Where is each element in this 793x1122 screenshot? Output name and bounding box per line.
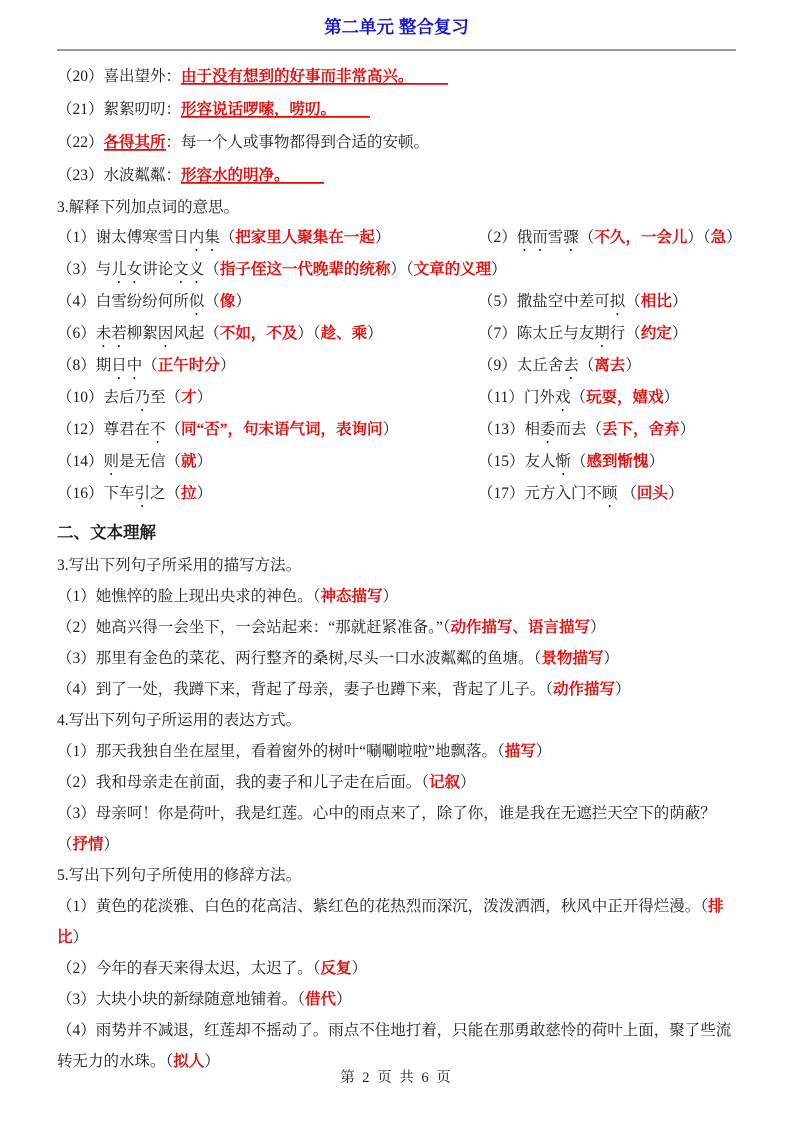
text-run: 行（ — [609, 325, 641, 342]
text-run: 至（ — [150, 389, 182, 406]
explain-item — [478, 383, 736, 415]
text-run: ） — [671, 325, 688, 342]
question-item — [57, 736, 736, 767]
text-run: （6） — [57, 325, 96, 342]
answer-text: 约定 — [640, 325, 672, 342]
dotted-term: 骤 — [563, 229, 579, 246]
text-run: （2） — [478, 229, 517, 246]
text-run: ） — [382, 421, 399, 438]
explain-item — [478, 415, 736, 447]
header-divider — [57, 49, 736, 51]
vocab-item — [57, 93, 736, 126]
text-run: （3）那里有金色的菜花、两行整齐的桑树,尽头一口水波粼粼的鱼塘。（ — [57, 650, 542, 667]
text-run: ） — [367, 325, 383, 342]
dotted-term: 顾 — [602, 485, 618, 502]
dotted-words-list — [57, 223, 742, 511]
text-run: （2）今年的春天来得太迟，太迟了。（ — [57, 960, 321, 977]
text-run: 而去（ — [555, 421, 603, 438]
answer-text: 离去 — [594, 357, 626, 374]
question-block — [57, 550, 736, 705]
text-run: ） — [590, 619, 606, 636]
question-item — [57, 891, 736, 953]
text-run: ） — [196, 485, 213, 502]
text-run: 是无信（ — [119, 453, 182, 470]
text-run: （22） — [57, 134, 104, 151]
text-run: （ — [570, 389, 586, 406]
dotted-term: 去 — [563, 357, 579, 374]
question-title: 5.写出下列句子所使用的修辞方法。 — [57, 867, 302, 884]
text-run: ）（ — [687, 229, 711, 246]
text-run: ） — [235, 293, 251, 310]
text-run: （7）陈太丘与友 — [478, 325, 595, 342]
answer-text: 抒情 — [72, 836, 104, 853]
dotted-term: 引 — [134, 485, 151, 502]
text-run: （1）黄色的花淡雅、白色的花高洁、紫红色的花热烈而深沉，泼泼洒洒，秋风中正开得烂漫。（ — [57, 898, 709, 915]
explain-row — [57, 223, 742, 255]
text-run: （3）大块小块的新绿随意地铺着。（ — [57, 991, 306, 1008]
text-run: （9）太丘舍 — [478, 357, 564, 374]
text-run: ） — [336, 991, 352, 1008]
term-underlined: 各得其所 — [103, 134, 166, 151]
text-run: （ — [204, 261, 220, 278]
text-run: （4）雨势并不减退，红莲却不摇动了。雨点不住地打着，只能在那勇敢慈怜的荷叶上面，聚了些流转无力的水珠。（ — [57, 1022, 732, 1070]
explain-item — [478, 351, 736, 383]
text-run: （13）相 — [478, 421, 541, 438]
question-item — [57, 612, 736, 643]
answer-text: 趁、乘 — [320, 325, 368, 342]
explain-item — [57, 223, 478, 255]
text-run: ） — [103, 836, 120, 853]
text-run: （16）下车 — [57, 485, 135, 502]
text-run: ） — [382, 588, 399, 605]
text-run: 讲论 — [142, 261, 174, 278]
text-run: ） — [204, 1053, 220, 1070]
text-run: （3）母亲呵！你是荷叶，我是红莲。心中的雨点来了，除了你，谁是我在无遮拦天空下的荫蔽？（ — [57, 805, 716, 853]
explain-question-title: 3.解释下列加点词的意思。 — [57, 199, 240, 216]
text-run: （1）谢太傅寒雪日 — [57, 229, 189, 246]
answer-underlined: 形容水的明净。 — [181, 167, 324, 184]
text-run: （20）喜出望外： — [57, 68, 182, 85]
explain-item — [57, 383, 478, 415]
section-heading-text-comprehension: 二、文本理解 — [57, 524, 156, 542]
question-block — [57, 860, 736, 1077]
dotted-term: 惭 — [555, 453, 572, 470]
dotted-term: 文义 — [173, 261, 205, 278]
answer-text: 排比 — [57, 898, 724, 946]
answer-text: 文章的义理 — [413, 261, 492, 278]
answer-text: 正午时分 — [157, 357, 220, 374]
dotted-term: 俄而 — [516, 229, 548, 246]
dotted-term: 似 — [188, 293, 205, 310]
text-run: ） — [72, 929, 89, 946]
text-run: （17）元方入门不 — [478, 485, 603, 502]
question-item — [57, 581, 736, 612]
text-run: ） — [196, 453, 213, 470]
text-run: ） — [491, 261, 507, 278]
text-run: （ — [578, 229, 595, 246]
answer-text: 不如，不及 — [219, 325, 298, 342]
explain-item — [478, 287, 736, 319]
text-run: （21）絮絮叨叨： — [57, 101, 182, 118]
text-run: ） — [374, 229, 391, 246]
explain-item — [57, 255, 736, 287]
answer-text: 回头 — [636, 485, 668, 502]
explain-row — [57, 351, 736, 383]
answer-text: 神态描写 — [320, 588, 383, 605]
question-item — [57, 798, 736, 860]
answer-text: 丢下，舍弃 — [602, 421, 680, 438]
dotted-term: 委 — [540, 421, 556, 438]
text-run: ） — [460, 774, 476, 791]
text-run: ） — [671, 293, 688, 310]
text-run: （12）尊君在 — [57, 421, 151, 438]
answer-text: 不久，一会儿 — [594, 229, 688, 246]
comprehension-questions — [57, 550, 736, 1077]
text-run: （4）到了一处，我蹲下来，背起了母亲，妻子也蹲下来，背起了儿子。（ — [57, 681, 554, 698]
text-run: ） — [667, 485, 684, 502]
text-run: ） — [615, 681, 631, 698]
explain-item — [57, 447, 478, 479]
explain-row — [57, 255, 736, 287]
answer-text: 借代 — [305, 991, 337, 1008]
dotted-term: 戏 — [554, 389, 571, 406]
explain-item — [478, 319, 736, 351]
explain-row — [57, 479, 736, 511]
text-run: （3）与 — [57, 261, 112, 278]
text-run: ） — [219, 357, 236, 374]
answer-text: 反复 — [320, 960, 352, 977]
text-run: ） — [535, 743, 552, 760]
answer-text: 像 — [219, 293, 236, 310]
answer-underlined: 由于没有想到的好事而非常高兴。 — [181, 68, 448, 85]
explain-row — [57, 447, 736, 479]
question-block — [57, 705, 736, 860]
dotted-term: 儿女 — [111, 261, 143, 278]
page-footer: 第 2 页 共 6 页 — [340, 1070, 453, 1086]
explain-row — [57, 415, 736, 447]
dotted-term: 日中 — [111, 357, 143, 374]
vocab-item — [57, 159, 736, 192]
explain-row — [57, 319, 736, 351]
answer-text: 景物描写 — [541, 650, 604, 667]
text-run: 柳絮 — [126, 325, 158, 342]
text-run: （8）期 — [57, 357, 112, 374]
question-title: 4.写出下列句子所运用的表达方式。 — [57, 712, 302, 729]
dotted-term: 则 — [103, 453, 120, 470]
text-run: （23）水波粼粼： — [57, 167, 182, 184]
answer-text: 相比 — [640, 293, 672, 310]
text-run: 雪 — [547, 229, 564, 246]
explain-item — [57, 319, 478, 351]
dotted-term: 不 — [150, 421, 166, 438]
question-item — [57, 767, 736, 798]
answer-text: 才 — [181, 389, 197, 406]
dotted-term: 乃 — [134, 389, 151, 406]
answer-text: 拟人 — [173, 1053, 205, 1070]
answer-text: 就 — [181, 453, 197, 470]
text-run: ） — [351, 960, 368, 977]
answer-underlined: 形容说话啰嗦，唠叨。 — [181, 101, 370, 118]
text-run: （ — [625, 293, 641, 310]
text-run: 风起（ — [173, 325, 220, 342]
text-run: （ — [142, 357, 158, 374]
answer-text: 指子侄这一代晚辈的统称 — [219, 261, 391, 278]
explain-item — [478, 223, 742, 255]
answer-text: 动作描写 — [553, 681, 616, 698]
text-run: （ — [571, 453, 587, 470]
text-run: ） — [679, 421, 696, 438]
answer-text: 记叙 — [429, 774, 461, 791]
dotted-term: 期 — [594, 325, 610, 342]
question-item — [57, 643, 736, 674]
question-item — [57, 984, 736, 1015]
text-run: （ — [578, 357, 595, 374]
dotted-term: 内集 — [188, 229, 220, 246]
answer-text: 感到惭愧 — [586, 453, 649, 470]
answer-text: 同“否”，句末语气词，表询问 — [181, 421, 383, 438]
dotted-term: 因 — [157, 325, 174, 342]
text-run: （ — [219, 229, 236, 246]
explain-item — [57, 415, 478, 447]
explain-item — [478, 479, 736, 511]
text-run: （ — [165, 421, 182, 438]
text-run: （10）去后 — [57, 389, 135, 406]
text-run: （15）友人 — [478, 453, 556, 470]
text-run: （1）她憔悴的脸上现出央求的神色。（ — [57, 588, 321, 605]
text-run: ：每一个人或事物都得到合适的安顿。 — [165, 134, 430, 151]
text-run: （11）门外 — [478, 389, 555, 406]
text-run: （1）那天我独自坐在屋里，看着窗外的树叶“唰唰啦啦”地飘落。（ — [57, 743, 505, 760]
text-run: ） — [663, 389, 679, 406]
question-item — [57, 953, 736, 984]
text-run: （ — [617, 485, 637, 502]
text-run: ）（ — [297, 325, 321, 342]
text-run: ）（ — [390, 261, 414, 278]
text-run: 之（ — [150, 485, 182, 502]
text-run: （14） — [57, 453, 104, 470]
text-run: ） — [648, 453, 665, 470]
text-run: ） — [603, 650, 619, 667]
answer-text: 把家里人聚集在一起 — [235, 229, 375, 246]
text-run: （2）她高兴得一会坐下，一会站起来：“那就赶紧准备。”（ — [57, 619, 451, 636]
text-run: （2）我和母亲走在前面，我的妻子和儿子走在后面。（ — [57, 774, 430, 791]
page-title: 第二单元 整合复习 — [324, 17, 469, 37]
answer-text: 描写 — [504, 743, 536, 760]
explain-item — [57, 479, 478, 511]
answer-text: 玩耍，嬉戏 — [585, 389, 664, 406]
dotted-term: 拟 — [609, 293, 626, 310]
text-run: （ — [204, 293, 220, 310]
vocab-item — [57, 60, 736, 93]
vocab-definition-list — [57, 60, 736, 192]
answer-text: 拉 — [181, 485, 197, 502]
text-run: ） — [726, 229, 742, 246]
dotted-term: 未若 — [95, 325, 127, 342]
explain-item — [57, 351, 478, 383]
text-run: （5）撒盐空中差可 — [478, 293, 610, 310]
text-run: （4）白雪纷纷何所 — [57, 293, 189, 310]
explain-row — [57, 287, 736, 319]
text-run: ） — [196, 389, 213, 406]
vocab-item — [57, 126, 736, 159]
question-item — [57, 674, 736, 705]
explain-row — [57, 383, 736, 415]
text-run: ） — [625, 357, 641, 374]
explain-item — [478, 447, 736, 479]
answer-text: 急 — [710, 229, 727, 246]
question-title: 3.写出下列句子所采用的描写方法。 — [57, 557, 302, 574]
explain-item — [57, 287, 478, 319]
answer-text: 动作描写、语言描写 — [450, 619, 591, 636]
